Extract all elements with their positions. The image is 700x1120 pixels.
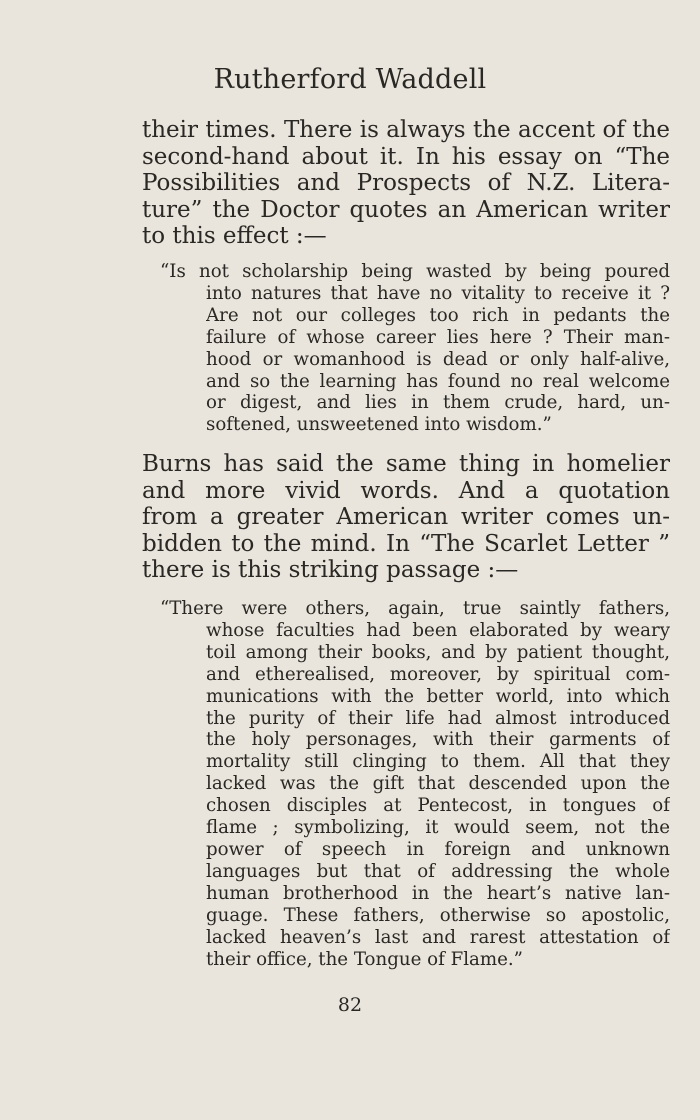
quote-line: toil among their books, and by patient thought, <box>206 641 670 663</box>
quote-line: mortality still clinging to them. All that they <box>206 751 670 773</box>
quote-line: Are not our colleges too rich in pedants the <box>206 304 670 326</box>
quote-line: into natures that have no vitality to receive it ? <box>206 282 670 304</box>
quote-line: the purity of their life had almost introduced <box>206 707 670 729</box>
paragraph-2 <box>142 451 670 584</box>
block-quote-1 <box>160 261 670 436</box>
paragraph-1 <box>142 117 670 250</box>
block-quote-2 <box>160 598 670 970</box>
quote-line: their office, the Tongue of Flame.” <box>206 948 523 970</box>
text-line: ture” the Doctor quotes an American writer <box>142 196 670 223</box>
text-line: second-hand about it. In his essay on “The <box>142 143 670 170</box>
quote-line: and so the learning has found no real welcome <box>206 370 670 392</box>
quote-line: munications with the better world, into which <box>206 685 670 707</box>
quote-line: lacked heaven’s last and rarest attestation of <box>206 926 670 948</box>
page-number: 82 <box>337 994 363 1016</box>
quote-line: lacked was the gift that descended upon the <box>206 773 670 795</box>
quote-line: human brotherhood in the heart’s native lan- <box>206 882 670 904</box>
running-head: Rutherford Waddell <box>213 64 487 95</box>
text-line: Burns has said the same thing in homelier <box>142 451 670 477</box>
text-line: from a greater American writer comes un- <box>142 504 670 530</box>
quote-line: guage. These fathers, otherwise so apostolic, <box>206 904 670 926</box>
quote-line: softened, unsweetened into wisdom.” <box>206 414 552 436</box>
quote-line: hood or womanhood is dead or only half-alive, <box>206 348 670 370</box>
quote-line: power of speech in foreign and unknown <box>206 838 670 860</box>
text-line: to this effect :— <box>142 223 327 249</box>
quote-line: whose faculties had been elaborated by weary <box>206 619 670 641</box>
text-line: Possibilities and Prospects of N.Z. Litera- <box>142 170 670 196</box>
quote-line: failure of whose career lies here ? Their man- <box>206 326 670 348</box>
quote-line: and etherealised, moreover, by spiritual com- <box>206 663 670 685</box>
quote-line: or digest, and lies in them crude, hard, un- <box>206 392 670 414</box>
text-line: there is this striking passage :— <box>142 557 519 583</box>
quote-line: “Is not scholarship being wasted by being poured <box>160 261 670 282</box>
quote-line: the holy personages, with their garments of <box>206 729 670 751</box>
quote-line: “There were others, again, true saintly fathers, <box>160 598 670 619</box>
quote-line: flame ; symbolizing, it would seem, not the <box>206 817 670 839</box>
text-line: their times. There is always the accent of the <box>142 117 670 143</box>
text-line: and more vivid words. And a quotation <box>142 477 670 504</box>
quote-line: languages but that of addressing the whole <box>206 860 670 882</box>
text-line: bidden to the mind. In “The Scarlet Letter ” <box>142 530 670 557</box>
quote-line: chosen disciples at Pentecost, in tongues of <box>206 795 670 817</box>
